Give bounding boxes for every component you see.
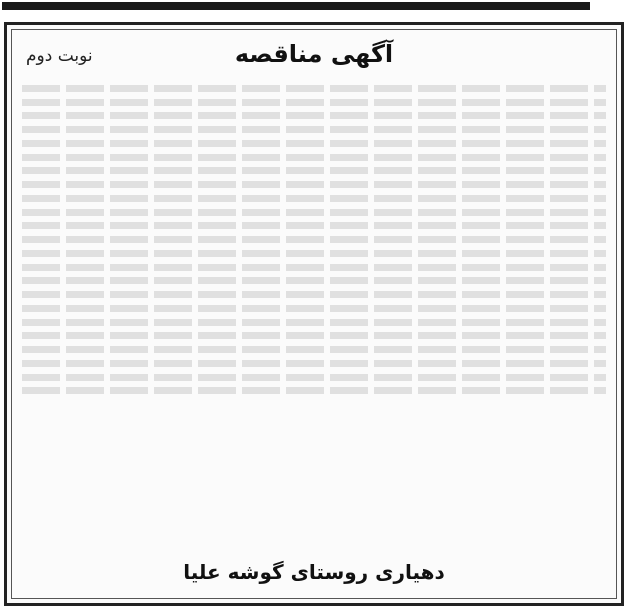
body-line (22, 319, 606, 326)
body-line (22, 360, 606, 367)
top-strip (0, 0, 635, 20)
notice-inner-border (11, 29, 617, 599)
notice-signature: دهیاری روستای گوشه علیا (183, 560, 445, 584)
notice-body (22, 78, 606, 548)
body-line (22, 154, 606, 161)
body-line (22, 291, 606, 298)
body-line (22, 346, 606, 353)
body-line (22, 167, 606, 174)
body-line (22, 209, 606, 216)
body-line (22, 332, 606, 339)
body-line (22, 99, 606, 106)
notice-frame (4, 22, 624, 606)
body-line (22, 222, 606, 229)
body-line (22, 250, 606, 257)
body-line (22, 181, 606, 188)
body-line (22, 374, 606, 381)
body-line (22, 140, 606, 147)
body-line (22, 264, 606, 271)
body-line (22, 112, 606, 119)
body-line (22, 85, 606, 92)
body-line (22, 236, 606, 243)
body-line (22, 277, 606, 284)
top-black-bar (2, 2, 590, 10)
body-line (22, 305, 606, 312)
body-line (22, 387, 606, 394)
body-line (22, 126, 606, 133)
notice-title: آگهی مناقصه (234, 40, 394, 68)
body-line (22, 195, 606, 202)
notice-round: نوبت دوم (26, 46, 93, 66)
